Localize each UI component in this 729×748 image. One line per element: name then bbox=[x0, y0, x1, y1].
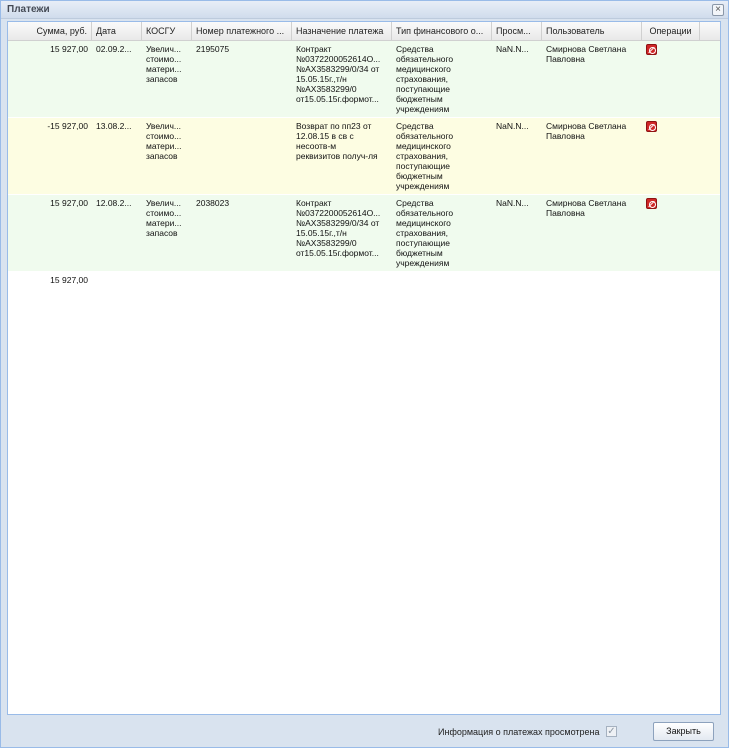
cell-line: 15.05.15г.,т/н bbox=[296, 228, 347, 238]
cell-value: 15 927,00 bbox=[50, 198, 88, 208]
cell-line: страхования, bbox=[396, 151, 449, 161]
cell-value: 02.09.2... bbox=[96, 44, 132, 54]
cell-date bbox=[92, 118, 142, 194]
cell-line: Павловна bbox=[546, 131, 585, 141]
cell-user bbox=[542, 195, 642, 271]
table-row[interactable] bbox=[8, 195, 720, 272]
cell-doc-number bbox=[192, 41, 292, 117]
cell-line: запасов bbox=[146, 151, 178, 161]
cell-line: страхования, bbox=[396, 74, 449, 84]
cell-line: матери... bbox=[146, 64, 182, 74]
column-header-kosgu[interactable]: КОСГУ bbox=[142, 22, 192, 41]
cell-value: NaN.N... bbox=[496, 198, 529, 208]
column-header-fin-type[interactable]: Тип финансового о... bbox=[392, 22, 492, 41]
cell-line: медицинского bbox=[396, 218, 451, 228]
cell-date bbox=[92, 41, 142, 117]
cell-line: Средства bbox=[396, 198, 434, 208]
cell-line: от15.05.15г.формот... bbox=[296, 248, 379, 258]
cell-value: 2038023 bbox=[196, 198, 230, 208]
cell-sum bbox=[8, 195, 92, 271]
cell-fin-type bbox=[392, 41, 492, 117]
cell-line: бюджетным bbox=[396, 171, 443, 181]
cell-line: Средства bbox=[396, 121, 434, 131]
cell-overdue bbox=[492, 118, 542, 194]
window-title: Платежи bbox=[7, 4, 50, 15]
cell-ops bbox=[642, 118, 700, 194]
cell-line: учреждениям bbox=[396, 104, 450, 114]
table-row[interactable] bbox=[8, 41, 720, 118]
total-sum: 15 927,00 bbox=[50, 275, 88, 285]
cell-line: матери... bbox=[146, 141, 182, 151]
cell-value: 15 927,00 bbox=[50, 44, 88, 54]
cell-line: бюджетным bbox=[396, 94, 443, 104]
cell-line: запасов bbox=[146, 228, 178, 238]
cell-line: обязательного bbox=[396, 131, 454, 141]
cell-doc-number bbox=[192, 118, 292, 194]
cell-line: Увелич... bbox=[146, 44, 182, 54]
column-header-doc-number[interactable]: Номер платежного ... bbox=[192, 22, 292, 41]
cell-user bbox=[542, 41, 642, 117]
table-row[interactable] bbox=[8, 118, 720, 195]
cell-purpose bbox=[292, 195, 392, 271]
cell-user bbox=[542, 118, 642, 194]
column-header-user[interactable]: Пользователь bbox=[542, 22, 642, 41]
column-header-purpose[interactable]: Назначение платежа bbox=[292, 22, 392, 41]
cell-kosgu bbox=[142, 41, 192, 117]
cell-overdue bbox=[492, 195, 542, 271]
cell-line: №0372200052614О... bbox=[296, 208, 381, 218]
total-row bbox=[8, 272, 720, 288]
cell-value: NaN.N... bbox=[496, 44, 529, 54]
cell-line: поступающие bbox=[396, 84, 450, 94]
window-titlebar bbox=[1, 1, 728, 19]
cell-overdue bbox=[492, 41, 542, 117]
cell-line: №АХ3583299/0/34 от bbox=[296, 64, 380, 74]
payments-grid bbox=[7, 21, 721, 715]
cell-value: 2195075 bbox=[196, 44, 230, 54]
viewed-label: Информация о платежах просмотрена bbox=[438, 727, 600, 737]
cell-date bbox=[92, 195, 142, 271]
cell-line: 12.08.15 в св с bbox=[296, 131, 354, 141]
cell-line: медицинского bbox=[396, 141, 451, 151]
delete-icon[interactable] bbox=[646, 198, 657, 209]
cell-line: учреждениям bbox=[396, 181, 450, 191]
cell-line: №0372200052614О... bbox=[296, 54, 381, 64]
cell-line: Увелич... bbox=[146, 198, 182, 208]
cell-line: №АХ3583299/0 bbox=[296, 84, 357, 94]
cell-line: Смирнова Светлана bbox=[546, 44, 627, 54]
delete-icon[interactable] bbox=[646, 121, 657, 132]
cell-line: поступающие bbox=[396, 238, 450, 248]
cell-purpose bbox=[292, 118, 392, 194]
cell-line: учреждениям bbox=[396, 258, 450, 268]
delete-icon[interactable] bbox=[646, 44, 657, 55]
cell-line: Возврат по пп23 от bbox=[296, 121, 372, 131]
cell-ops bbox=[642, 195, 700, 271]
column-header-ops[interactable]: Операции bbox=[642, 22, 700, 41]
cell-line: поступающие bbox=[396, 161, 450, 171]
cell-line: обязательного bbox=[396, 208, 454, 218]
cell-kosgu bbox=[142, 195, 192, 271]
cell-line: Средства bbox=[396, 44, 434, 54]
window-footer bbox=[1, 717, 728, 747]
cell-line: страхования, bbox=[396, 228, 449, 238]
close-button[interactable]: Закрыть bbox=[653, 722, 714, 741]
column-header-sum[interactable]: Сумма, руб. bbox=[8, 22, 92, 41]
column-header-date[interactable]: Дата bbox=[92, 22, 142, 41]
cell-line: Увелич... bbox=[146, 121, 182, 131]
cell-line: Смирнова Светлана bbox=[546, 198, 627, 208]
cell-fin-type bbox=[392, 195, 492, 271]
cell-line: №АХ3583299/0 bbox=[296, 238, 357, 248]
cell-value: 13.08.2... bbox=[96, 121, 132, 131]
cell-value: 12.08.2... bbox=[96, 198, 132, 208]
cell-line: стоимо... bbox=[146, 208, 182, 218]
cell-doc-number bbox=[192, 195, 292, 271]
cell-line: Павловна bbox=[546, 54, 585, 64]
cell-line: реквизитов получ-ля bbox=[296, 151, 378, 161]
cell-sum bbox=[8, 41, 92, 117]
cell-line: от15.05.15г.формот... bbox=[296, 94, 379, 104]
cell-line: 15.05.15г.,т/н bbox=[296, 74, 347, 84]
cell-line: матери... bbox=[146, 218, 182, 228]
cell-purpose bbox=[292, 41, 392, 117]
window-close-icon[interactable]: × bbox=[712, 4, 724, 16]
cell-line: запасов bbox=[146, 74, 178, 84]
column-header-overdue[interactable]: Просм... bbox=[492, 22, 542, 41]
grid-header bbox=[8, 22, 720, 41]
cell-line: Контракт bbox=[296, 44, 332, 54]
cell-line: бюджетным bbox=[396, 248, 443, 258]
cell-value: -15 927,00 bbox=[47, 121, 88, 131]
grid-rows bbox=[8, 41, 720, 288]
cell-line: Смирнова Светлана bbox=[546, 121, 627, 131]
cell-ops bbox=[642, 41, 700, 117]
cell-line: №АХ3583299/0/34 от bbox=[296, 218, 380, 228]
cell-line: Контракт bbox=[296, 198, 332, 208]
cell-line: обязательного bbox=[396, 54, 454, 64]
cell-kosgu bbox=[142, 118, 192, 194]
cell-line: Павловна bbox=[546, 208, 585, 218]
cell-line: медицинского bbox=[396, 64, 451, 74]
cell-line: стоимо... bbox=[146, 54, 182, 64]
cell-sum bbox=[8, 118, 92, 194]
cell-fin-type bbox=[392, 118, 492, 194]
viewed-checkbox[interactable]: ✓ bbox=[607, 726, 616, 737]
cell-line: стоимо... bbox=[146, 131, 182, 141]
cell-value: NaN.N... bbox=[496, 121, 529, 131]
cell-line: несоотв-м bbox=[296, 141, 337, 151]
